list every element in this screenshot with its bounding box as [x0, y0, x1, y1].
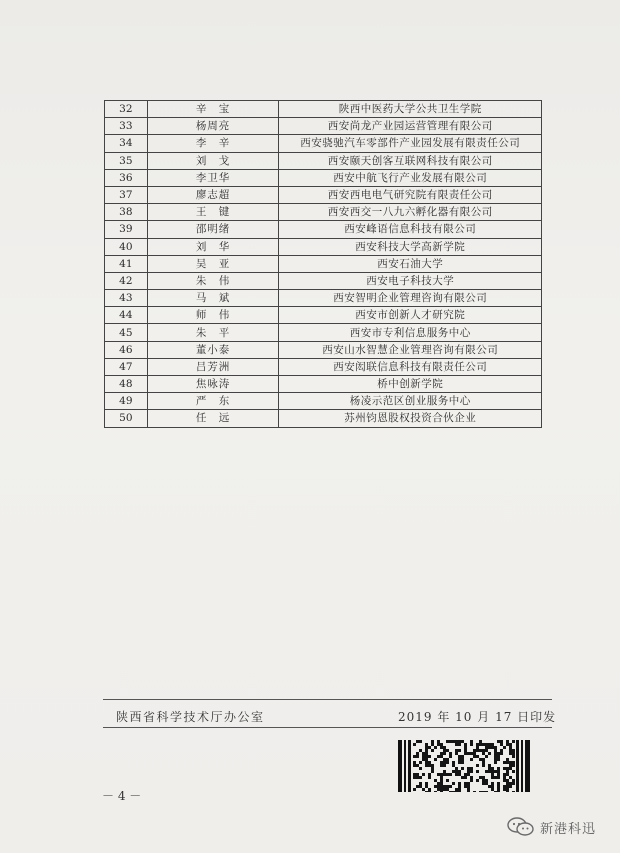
row-name-cell: 任 远	[147, 410, 279, 427]
table-row	[105, 221, 542, 238]
row-number-cell: 40	[105, 238, 148, 255]
table-row	[105, 118, 542, 135]
table-row	[105, 135, 542, 152]
row-name-cell: 李卫华	[147, 169, 279, 186]
source-watermark	[506, 816, 596, 838]
row-number-cell: 36	[105, 169, 148, 186]
table-row	[105, 152, 542, 169]
table-row	[105, 307, 542, 324]
row-number-cell: 50	[105, 410, 148, 427]
row-organization-cell: 陕西中医药大学公共卫生学院	[279, 101, 542, 118]
table-row	[105, 324, 542, 341]
row-organization-cell: 西安智明企业管理咨询有限公司	[279, 290, 542, 307]
row-organization-cell: 西安科技大学高新学院	[279, 238, 542, 255]
row-organization-cell: 西安山水智慧企业管理咨询有限公司	[279, 341, 542, 358]
row-name-cell: 朱 平	[147, 324, 279, 341]
footer-bottom-rule	[103, 727, 552, 728]
row-name-cell: 邵明绪	[147, 221, 279, 238]
row-organization-cell: 西安市专利信息服务中心	[279, 324, 542, 341]
document-barcode	[398, 740, 530, 792]
roster-table	[104, 100, 542, 428]
row-number-cell: 33	[105, 118, 148, 135]
row-number-cell: 46	[105, 341, 148, 358]
roster-table-body	[105, 101, 542, 428]
watermark-text: 新港科迅	[540, 821, 597, 837]
table-row	[105, 376, 542, 393]
table-row	[105, 238, 542, 255]
table-row	[105, 255, 542, 272]
row-organization-cell: 西安闳联信息科技有限责任公司	[279, 358, 542, 375]
footer-issuer: 陕西省科学技术厅办公室	[116, 710, 265, 724]
row-name-cell: 刘 戈	[147, 152, 279, 169]
row-name-cell: 师 伟	[147, 307, 279, 324]
table-row	[105, 186, 542, 203]
row-name-cell: 刘 华	[147, 238, 279, 255]
row-organization-cell: 西安西电电气研究院有限责任公司	[279, 186, 542, 203]
row-organization-cell: 西安中航飞行产业发展有限公司	[279, 169, 542, 186]
row-number-cell: 44	[105, 307, 148, 324]
row-name-cell: 廖志超	[147, 186, 279, 203]
row-organization-cell: 桥中创新学院	[279, 376, 542, 393]
row-number-cell: 47	[105, 358, 148, 375]
table-row	[105, 341, 542, 358]
table-row	[105, 169, 542, 186]
table-row	[105, 393, 542, 410]
row-organization-cell: 杨凌示范区创业服务中心	[279, 393, 542, 410]
row-number-cell: 37	[105, 186, 148, 203]
row-name-cell: 焦咏涛	[147, 376, 279, 393]
row-organization-cell: 西安尚龙产业园运营管理有限公司	[279, 118, 542, 135]
table-row	[105, 290, 542, 307]
row-name-cell: 吴 亚	[147, 255, 279, 272]
row-name-cell: 董小泰	[147, 341, 279, 358]
row-name-cell: 王 键	[147, 204, 279, 221]
row-organization-cell: 西安骁驰汽车零部件产业园发展有限责任公司	[279, 135, 542, 152]
table-row	[105, 204, 542, 221]
row-name-cell: 马 斌	[147, 290, 279, 307]
row-name-cell: 吕芳洲	[147, 358, 279, 375]
row-number-cell: 34	[105, 135, 148, 152]
footer-top-rule	[103, 699, 552, 700]
row-number-cell: 32	[105, 101, 148, 118]
row-organization-cell: 苏州钧恩股权投资合伙企业	[279, 410, 542, 427]
row-organization-cell: 西安颐天创客互联网科技有限公司	[279, 152, 542, 169]
row-number-cell: 43	[105, 290, 148, 307]
row-organization-cell: 西安西交一八九六孵化器有限公司	[279, 204, 542, 221]
table-row	[105, 101, 542, 118]
row-number-cell: 42	[105, 272, 148, 289]
row-number-cell: 49	[105, 393, 148, 410]
row-organization-cell: 西安电子科技大学	[279, 272, 542, 289]
row-number-cell: 48	[105, 376, 148, 393]
row-number-cell: 45	[105, 324, 148, 341]
row-organization-cell: 西安石油大学	[279, 255, 542, 272]
page-number: － 4 －	[102, 789, 142, 803]
table-row	[105, 410, 542, 427]
row-number-cell: 39	[105, 221, 148, 238]
wechat-icon	[506, 816, 536, 838]
row-number-cell: 38	[105, 204, 148, 221]
table-row	[105, 272, 542, 289]
table-row	[105, 358, 542, 375]
row-organization-cell: 西安峰语信息科技有限公司	[279, 221, 542, 238]
row-name-cell: 严 东	[147, 393, 279, 410]
row-name-cell: 辛 宝	[147, 101, 279, 118]
row-name-cell: 杨周亮	[147, 118, 279, 135]
footer-print-date: 2019 年 10 月 17 日印发	[398, 710, 557, 724]
row-name-cell: 李 辛	[147, 135, 279, 152]
row-number-cell: 35	[105, 152, 148, 169]
row-number-cell: 41	[105, 255, 148, 272]
row-organization-cell: 西安市创新人才研究院	[279, 307, 542, 324]
row-name-cell: 朱 伟	[147, 272, 279, 289]
